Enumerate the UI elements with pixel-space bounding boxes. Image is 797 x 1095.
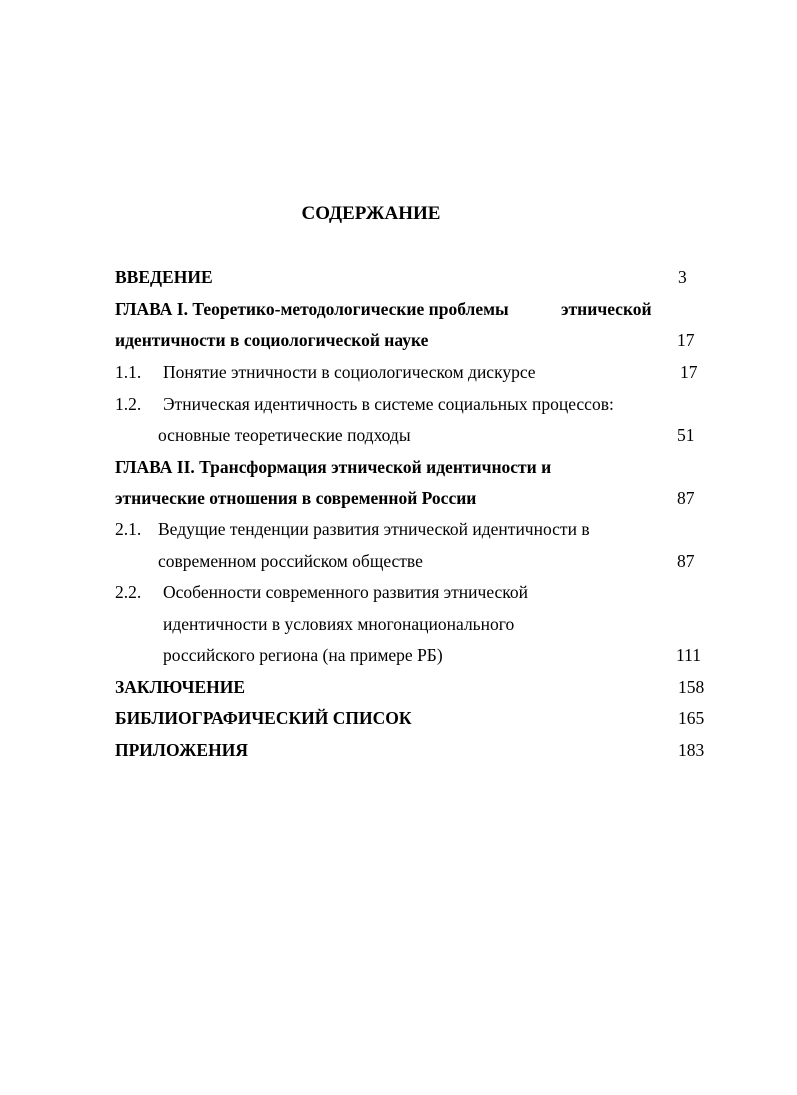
toc-intro-label: ВВЕДЕНИЕ bbox=[115, 267, 213, 287]
toc-s22-line2: идентичности в условиях многонационального bbox=[163, 614, 515, 634]
toc-s22-page: 111 bbox=[676, 645, 701, 665]
toc-chapter2-line2: этнические отношения в современной России bbox=[115, 488, 477, 508]
toc-s12-page: 51 bbox=[677, 425, 695, 445]
toc-s11-num: 1.1. bbox=[115, 362, 142, 382]
toc-appendices-label: ПРИЛОЖЕНИЯ bbox=[115, 740, 248, 760]
page-title: СОДЕРЖАНИЕ bbox=[301, 203, 441, 224]
toc-bibliography-label: БИБЛИОГРАФИЧЕСКИЙ СПИСОК bbox=[115, 708, 412, 728]
toc-s22-line1: Особенности современного развития этнической bbox=[163, 582, 529, 602]
toc-chapter1-line2: идентичности в социологической науке bbox=[115, 330, 429, 350]
toc-appendices-page: 183 bbox=[678, 740, 705, 760]
toc-conclusion-label: ЗАКЛЮЧЕНИЕ bbox=[115, 677, 246, 697]
toc-s11-page: 17 bbox=[680, 362, 698, 382]
toc-s12-num: 1.2. bbox=[115, 394, 142, 414]
toc-s21-line2: современном российском обществе bbox=[158, 551, 423, 571]
toc-s12-line1: Этническая идентичность в системе социальных процессов: bbox=[163, 394, 614, 414]
toc-chapter2-page: 87 bbox=[677, 488, 695, 508]
toc-s11-label: Понятие этничности в социологическом дискурсе bbox=[163, 362, 536, 382]
toc-intro-page: 3 bbox=[678, 267, 687, 287]
toc-chapter1-page: 17 bbox=[677, 330, 695, 350]
toc-chapter1-line1-end: этнической bbox=[561, 299, 652, 319]
toc-bibliography-page: 165 bbox=[678, 708, 705, 728]
toc-chapter1-line1: ГЛАВА I. Теоретико-методологические проблемы bbox=[115, 299, 509, 319]
toc-s22-num: 2.2. bbox=[115, 582, 142, 602]
toc-s12-line2: основные теоретические подходы bbox=[158, 425, 411, 445]
toc-chapter2-line1: ГЛАВА II. Трансформация этнической идентичности и bbox=[115, 457, 552, 477]
toc-s22-line3: российского региона (на примере РБ) bbox=[163, 645, 443, 665]
toc-s21-line1: Ведущие тенденции развития этнической идентичности в bbox=[158, 519, 590, 539]
toc-s21-num: 2.1. bbox=[115, 519, 142, 539]
toc-s21-page: 87 bbox=[677, 551, 695, 571]
toc-conclusion-page: 158 bbox=[678, 677, 705, 697]
